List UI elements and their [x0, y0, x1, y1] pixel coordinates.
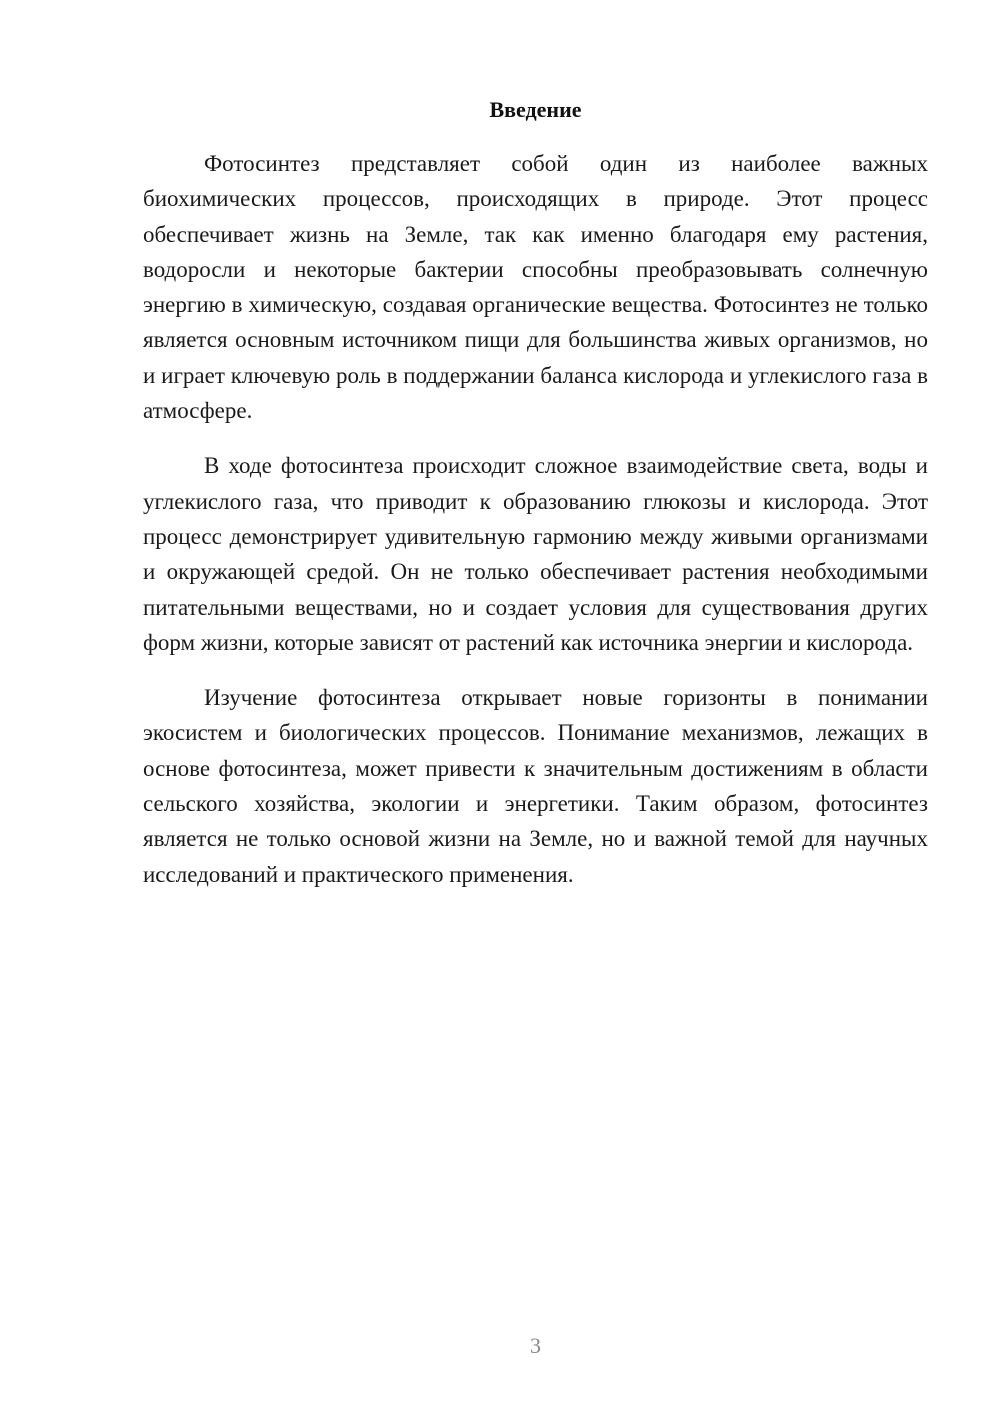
section-heading: Введение	[489, 97, 582, 122]
paragraph-2: В ходе фотосинтеза происходит сложное взаимодействие света, воды и углекислого газа, что приводит к образованию глюкозы и кислорода. Этот процесс демонстрирует удивительную гармонию между живыми организмами и окружающей средой. Он не только обеспечивает растения необходимыми питательными веществами, но и создает условия для существования других форм жизни, которые зависят от растений как источника энергии и кислорода.	[143, 453, 928, 655]
page-body	[143, 92, 928, 912]
page-number: 3	[530, 1333, 541, 1358]
paragraph-3: Изучение фотосинтеза открывает новые горизонты в понимании экосистем и биологических процессов. Понимание механизмов, лежащих в основе фотосинтеза, может привести к значительным достижениям в области сельского хозяйства, экологии и энергетики. Таким образом, фотосинтез является не только основой жизни на Земле, но и важной темой для научных исследований и практического применения.	[143, 685, 928, 887]
paragraph-1: Фотосинтез представляет собой один из наиболее важных биохимических процессов, происходящих в природе. Этот процесс обеспечивает жизнь на Земле, так как именно благодаря ему растения, водоросли и некоторые бактерии способны преобразовывать солнечную энергию в химическую, создавая органические вещества. Фотосинтез не только является основным источником пищи для большинства живых организмов, но и играет ключевую роль в поддержании баланса кислорода и углекислого газа в атмосфере.	[143, 151, 928, 424]
